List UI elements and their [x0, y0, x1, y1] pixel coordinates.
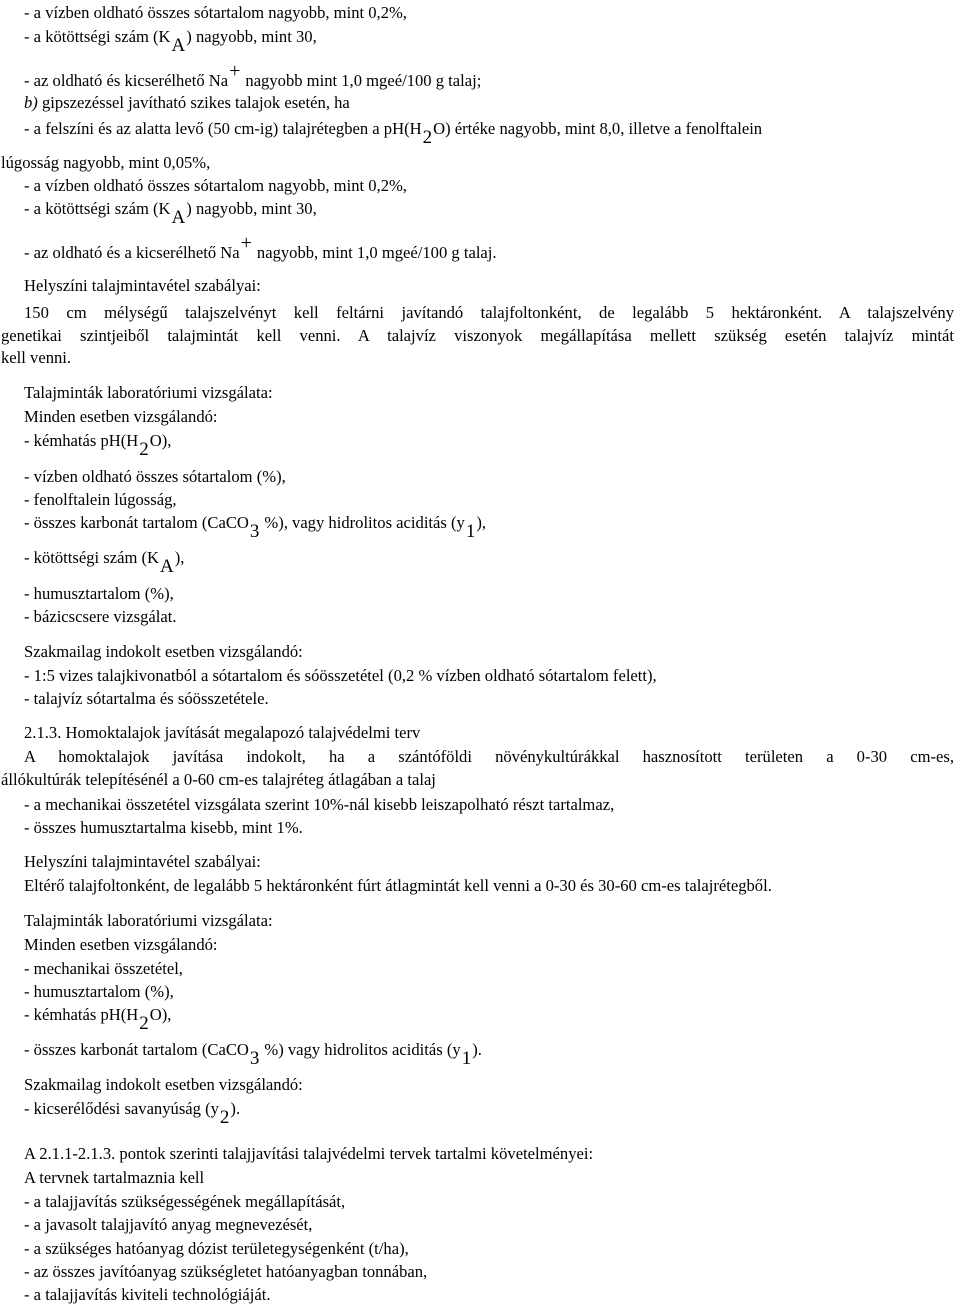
text-line: A tervnek tartalmaznia kell	[24, 1168, 205, 1187]
subscript: 1	[461, 1048, 472, 1069]
section-heading: A 2.1.1-2.1.3. pontok szerinti talajjavítási talajvédelmi tervek tartalmi követelményei:	[24, 1144, 594, 1163]
superscript: +	[229, 60, 241, 82]
text-line: Minden esetben vizsgálandó:	[24, 407, 218, 426]
text-line: - kötöttségi szám (KA),	[24, 548, 185, 577]
text-line: - bázicscsere vizsgálat.	[24, 607, 177, 626]
text-line: - 1:5 vizes talajkivonatból a sótartalom és sóösszetétel (0,2 % vízben oldható sótartalom felett),	[24, 666, 657, 685]
text-line: b) gipszezéssel javítható szikes talajok esetén, ha	[24, 93, 350, 112]
text-line: - összes karbonát tartalom (CaCO3 %), vagy hidrolitos aciditás (y1),	[24, 513, 487, 542]
paragraph-line: genetikai szintjeiből talajmintát kell venni. A talajvíz viszonyok megállapítása mellett szükség esetén talajvíz mintát	[1, 326, 954, 345]
text-line: - a kötöttségi szám (KA) nagyobb, mint 30,	[24, 199, 317, 228]
text-line: - a szükséges hatóanyag dózist területegységenként (t/ha),	[24, 1239, 409, 1258]
subscript: 1	[465, 521, 476, 542]
text-line: - összes karbonát tartalom (CaCO3 %) vagy hidrolitos aciditás (y1).	[24, 1040, 482, 1069]
subscript: 3	[249, 1048, 260, 1069]
subscript: 2	[219, 1107, 230, 1128]
paragraph-line: kell venni.	[1, 348, 72, 367]
section-heading: Helyszíni talajmintavétel szabályai:	[24, 852, 261, 871]
text-line: - fenolftalein lúgosság,	[24, 490, 177, 509]
text-line: - az összes javítóanyag szükségletet hatóanyagban tonnában,	[24, 1262, 428, 1281]
paragraph-line: 150 cm mélységű talajszelvényt kell feltárni javítandó talajfoltonként, de legalább 5 hektáronként. A talajszelvény	[24, 303, 954, 322]
paragraph-line: állókultúrák telepítésénél a 0-60 cm-es talajréteg átlagában a talaj	[1, 770, 436, 789]
text-line: - a mechanikai összetétel vizsgálata szerint 10%-nál kisebb leiszapolható részt tartalmaz,	[24, 795, 615, 814]
text-line: - kémhatás pH(H2O),	[24, 431, 172, 460]
section-heading: Helyszíni talajmintavétel szabályai:	[24, 276, 261, 295]
text-line: - a felszíni és az alatta levő (50 cm-ig) talajrétegben a pH(H2O) értéke nagyobb, mint 8,0, illetve a fenolftalein	[24, 119, 763, 148]
paragraph-line: A homoktalajok javítása indokolt, ha a szántóföldi növénykultúrákkal hasznosított területen a 0-30 cm-es,	[24, 747, 954, 766]
text-line: - az oldható és kicserélhető Na+ nagyobb mint 1,0 mgeé/100 g talaj;	[24, 60, 482, 90]
subscript: A	[171, 207, 186, 228]
superscript: +	[240, 232, 252, 254]
text-line: - humusztartalom (%),	[24, 584, 174, 603]
section-heading: Szakmailag indokolt esetben vizsgálandó:	[24, 642, 303, 661]
text-line: - a talajjavítás kiviteli technológiáját.	[24, 1285, 271, 1304]
section-heading: Szakmailag indokolt esetben vizsgálandó:	[24, 1075, 303, 1094]
text-line: - kémhatás pH(H2O),	[24, 1005, 172, 1034]
text-line: - humusztartalom (%),	[24, 982, 174, 1001]
subscript: A	[171, 35, 186, 56]
text-line: Eltérő talajfoltonként, de legalább 5 hektáronként fúrt átlagmintát kell venni a 0-30 és 30-60 cm-es talajrétegből.	[24, 876, 772, 895]
text-line: - a vízben oldható összes sótartalom nagyobb, mint 0,2%,	[24, 3, 407, 22]
text-line: - mechanikai összetétel,	[24, 959, 183, 978]
text-line: - vízben oldható összes sótartalom (%),	[24, 467, 286, 486]
subscript: A	[160, 556, 174, 577]
text-line: lúgosság nagyobb, mint 0,05%,	[1, 153, 211, 172]
section-heading: Talajminták laboratóriumi vizsgálata:	[24, 911, 273, 930]
text-line: - talajvíz sótartalma és sóösszetétele.	[24, 689, 269, 708]
text-line: - kicserélődési savanyúság (y2).	[24, 1099, 241, 1128]
subscript: 2	[139, 439, 149, 460]
text-line: - a vízben oldható összes sótartalom nagyobb, mint 0,2%,	[24, 176, 407, 195]
section-heading: Talajminták laboratóriumi vizsgálata:	[24, 383, 273, 402]
text-line: - a talajjavítás szükségességének megállapítását,	[24, 1192, 346, 1211]
subscript: 2	[139, 1013, 149, 1034]
text-line: - az oldható és a kicserélhető Na+ nagyobb, mint 1,0 mgeé/100 g talaj.	[24, 232, 497, 262]
text-line: - összes humusztartalma kisebb, mint 1%.	[24, 818, 303, 837]
section-title: 2.1.3. Homoktalajok javítását megalapozó talajvédelmi terv	[24, 723, 421, 742]
text-line: Minden esetben vizsgálandó:	[24, 935, 218, 954]
text-line: - a kötöttségi szám (KA) nagyobb, mint 30,	[24, 27, 317, 56]
subscript: 2	[422, 127, 433, 148]
subscript: 3	[249, 521, 260, 542]
text-line: - a javasolt talajjavító anyag megnevezését,	[24, 1215, 313, 1234]
